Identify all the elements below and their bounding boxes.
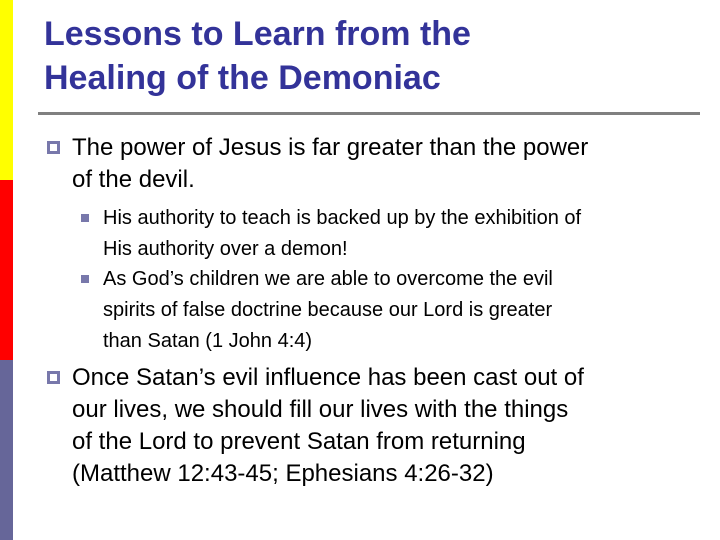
slide-title xyxy=(44,12,704,100)
bullet-line: our lives, we should fill our lives with the things xyxy=(72,396,569,423)
sub-bullet-line: spirits of false doctrine because our Lord is greater xyxy=(103,299,553,321)
sub-bullet-square-icon xyxy=(81,275,89,283)
red-accent-stripe xyxy=(0,180,13,360)
sub-bullet-text xyxy=(103,264,553,357)
title-line: Lessons to Learn from the xyxy=(44,15,471,53)
purple-accent-stripe xyxy=(0,360,13,540)
title-divider xyxy=(38,112,700,115)
bullet-line: The power of Jesus is far greater than the power xyxy=(72,134,589,161)
sub-bullet-line: His authority over a demon! xyxy=(103,238,348,260)
bullet-line: (Matthew 12:43-45; Ephesians 4:26-32) xyxy=(72,460,494,487)
sub-bullet-line: than Satan (1 John 4:4) xyxy=(103,330,313,352)
yellow-accent-stripe xyxy=(0,0,13,180)
sub-bullet-text xyxy=(103,203,581,265)
bullet-line: Once Satan’s evil influence has been cast out of xyxy=(72,364,584,391)
sub-bullet-line: His authority to teach is backed up by the exhibition of xyxy=(103,207,582,229)
title-line: Healing of the Demoniac xyxy=(44,59,441,97)
square-bullet-icon xyxy=(47,371,60,384)
square-bullet-icon xyxy=(47,141,60,154)
bullet-line: of the devil. xyxy=(72,166,195,193)
bullet-text xyxy=(72,362,584,490)
sub-bullet-line: As God’s children we are able to overcome the evil xyxy=(103,268,553,290)
sub-bullet-square-icon xyxy=(81,214,89,222)
bullet-line: of the Lord to prevent Satan from returning xyxy=(72,428,526,455)
bullet-text xyxy=(72,132,588,196)
